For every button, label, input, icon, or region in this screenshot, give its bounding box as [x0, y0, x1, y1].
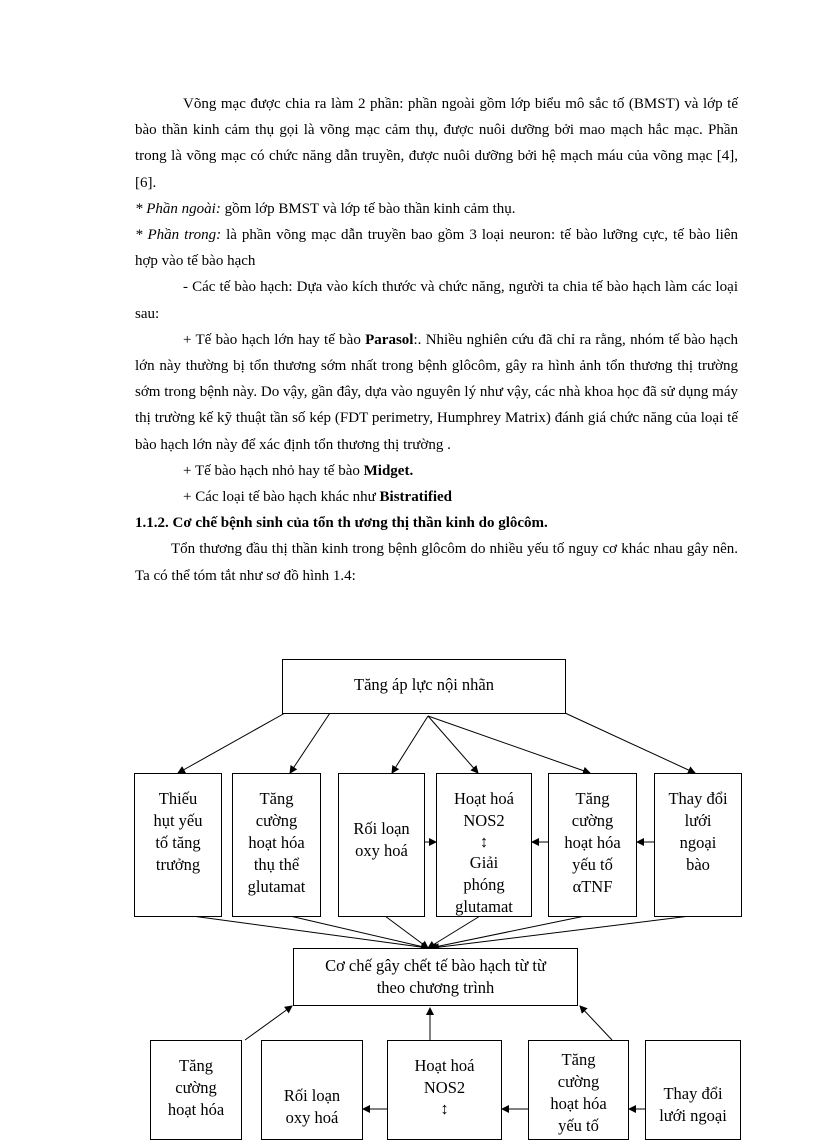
parasol-pre: + Tế bào hạch lớn hay tế bào — [183, 331, 366, 348]
outer-part-label: * Phần ngoài: — [135, 200, 221, 217]
inner-part-label: * Phần trong: — [135, 227, 222, 244]
box-increased-iop — [282, 659, 566, 714]
paragraph-ganglion-cells: - Các tế bào hạch: Dựa vào kích thước và chức năng, người ta chia tế bào hạch làm các loại sau: — [135, 279, 738, 322]
row2-double-arrow-icon: ↕ — [440, 1099, 449, 1118]
double-arrow-icon: ↕ — [479, 832, 489, 851]
midget-pre: + Tế bào hạch nhỏ hay tế bào — [183, 462, 364, 479]
box-oxidative-disorder — [338, 773, 425, 917]
arrow-top-to-box3 — [392, 716, 428, 773]
row2-box-oxidative-disorder-label: Rối loạn oxy hoá — [283, 1086, 341, 1127]
row2-box-tnf-label: Tăng cường hoạt hóa yếu tố — [550, 1050, 607, 1135]
bistratified-term: Bistratified — [379, 489, 453, 506]
row2-box-nos2-label: Hoạt hoá NOS2 — [414, 1056, 475, 1097]
parasol-term: Parasol — [365, 331, 414, 348]
row2-box-activation-label: Tăng cường hoạt hóa — [167, 1056, 225, 1119]
box-apoptosis-mechanism-label: Cơ chế gây chết tế bào hạch từ từ theo chương trình — [325, 956, 546, 997]
box-growth-factor-deficiency — [134, 773, 222, 917]
row2-box-extracellular-matrix — [645, 1040, 741, 1140]
box-glutamate-release-label: Giải phóng glutamat — [455, 853, 513, 916]
box-extracellular-matrix — [654, 773, 742, 917]
row2-box-nos2 — [387, 1040, 502, 1140]
row2-box-oxidative-disorder — [261, 1040, 363, 1140]
arrow-top-to-box6 — [565, 713, 695, 773]
box-extracellular-matrix-label: Thay đổi lưới ngoại bào — [668, 789, 728, 874]
arrow-top-to-box1 — [178, 713, 285, 773]
box-increased-iop-label: Tăng áp lực nội nhãn — [354, 675, 494, 694]
midget-term: Midget. — [363, 462, 414, 479]
box-nos2-glutamate — [436, 773, 532, 917]
row2-box-tnf — [528, 1040, 629, 1140]
parasol-post: :. Nhiều nghiên cứu đã chỉ ra rằng, nhóm tế bào hạch lớn này thường bị tổn thương sớm nhất trong bệnh glôcôm, gây ra hình ảnh tổn thương thị trường sớm trong bệnh này. Do vậy, gần đây, dựa vào nguyên lý như vậy, các nhà khoa học đã sử dụng máy thị trường kế kỹ thuật tần số kép (FDT perimetry, Humphrey Matrix) đánh giá chức năng của loại tế bào hạch lớn này để xác định tổn thương thị trường . — [135, 331, 738, 453]
arrow-row2-box1-to-center — [245, 1006, 292, 1040]
bistratified-pre: + Các loại tế bào hạch khác như — [183, 489, 380, 506]
box-glutamate-receptor-label: Tăng cường hoạt hóa thụ thể glutamat — [247, 789, 306, 896]
box-tnf-activation — [548, 773, 637, 917]
row2-box-extracellular-matrix-label: Thay đổi lưới ngoại — [659, 1084, 727, 1125]
box-tnf-activation-label: Tăng cường hoạt hóa yếu tố αTNF — [564, 789, 621, 896]
paragraph-mechanism: Tổn thương đầu thị thần kinh trong bệnh glôcôm do nhiều yếu tố nguy cơ khác nhau gây nên. Ta có thể tóm tắt như sơ đồ hình 1.4: — [135, 541, 738, 584]
outer-part-text: gồm lớp BMST và lớp tế bào thần kinh cảm thụ. — [220, 200, 516, 217]
arrow-top-to-box2 — [290, 713, 330, 773]
arrow-row2-box4-to-center — [580, 1006, 612, 1040]
box-apoptosis-mechanism — [293, 948, 578, 1006]
arrow-top-to-box5 — [428, 716, 590, 773]
inner-part-text: là phần võng mạc dẫn truyền bao gồm 3 loại neuron: tế bào lưỡng cực, tế bào liên hợp vào tế bào hạch — [135, 227, 739, 270]
box-nos2-label: Hoạt hoá NOS2 — [453, 789, 515, 830]
section-heading: 1.1.2. Cơ chế bệnh sinh của tổn th ương thị thần kinh do glôcôm. — [135, 515, 548, 532]
row2-box-activation — [150, 1040, 242, 1140]
box-glutamate-receptor — [232, 773, 321, 917]
box-oxidative-disorder-label: Rối loạn oxy hoá — [353, 819, 410, 860]
paragraph-retina: Võng mạc được chia ra làm 2 phần: phần ngoài gồm lớp biểu mô sắc tố (BMST) và lớp tế bào thần kinh cảm thụ gọi là võng mạc cảm thụ, được nuôi dưỡng bởi mao mạch hắc mạc. Phần trong là võng mạc có chức năng dẫn truyền, được nuôi dưỡng bởi hệ mạch máu của võng mạc [4], [6]. — [135, 96, 738, 191]
box-growth-factor-deficiency-label: Thiếu hụt yếu tố tăng trưởng — [153, 789, 203, 874]
